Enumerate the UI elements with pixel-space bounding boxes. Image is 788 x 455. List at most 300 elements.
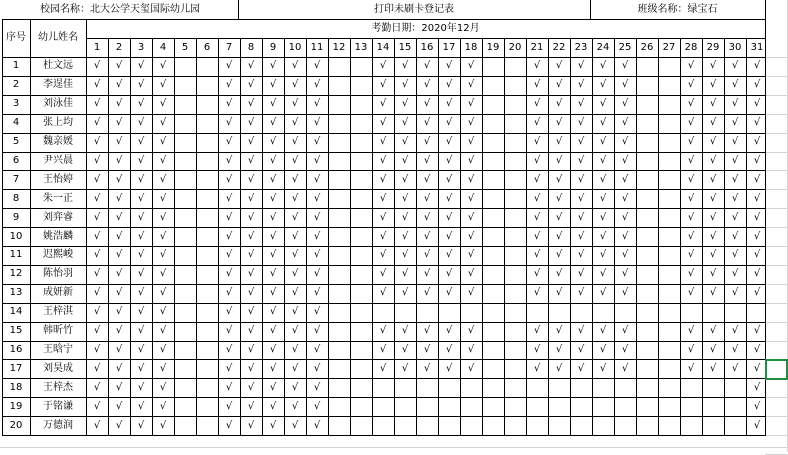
check-mark[interactable]: √ <box>159 325 167 337</box>
day-cell[interactable] <box>394 378 416 397</box>
day-cell[interactable] <box>570 303 592 322</box>
check-mark[interactable]: √ <box>445 211 453 223</box>
check-mark[interactable]: √ <box>291 419 299 431</box>
day-cell[interactable] <box>548 378 570 397</box>
check-mark[interactable]: √ <box>533 60 541 72</box>
day-cell[interactable] <box>636 284 658 303</box>
day-cell[interactable] <box>548 397 570 416</box>
check-mark[interactable]: √ <box>225 173 233 185</box>
day-cell[interactable] <box>350 76 372 95</box>
day-cell[interactable] <box>416 416 438 435</box>
day-cell[interactable] <box>482 341 504 360</box>
day-cell[interactable] <box>372 378 394 397</box>
check-mark[interactable]: √ <box>313 381 321 393</box>
day-cell[interactable] <box>526 378 548 397</box>
seq-cell[interactable]: 18 <box>9 381 23 393</box>
day-cell[interactable] <box>350 416 372 435</box>
day-cell[interactable] <box>350 208 372 227</box>
check-mark[interactable]: √ <box>533 98 541 110</box>
day-cell[interactable] <box>504 189 526 208</box>
check-mark[interactable]: √ <box>225 249 233 261</box>
day-cell[interactable] <box>504 341 526 360</box>
check-mark[interactable]: √ <box>115 60 123 72</box>
check-mark[interactable]: √ <box>313 249 321 261</box>
check-mark[interactable]: √ <box>731 343 739 355</box>
day-cell[interactable] <box>350 133 372 152</box>
check-mark[interactable]: √ <box>709 79 717 91</box>
check-mark[interactable]: √ <box>159 419 167 431</box>
day-cell[interactable] <box>196 189 218 208</box>
check-mark[interactable]: √ <box>555 211 563 223</box>
check-mark[interactable]: √ <box>621 98 629 110</box>
seq-cell[interactable]: 5 <box>12 136 20 148</box>
check-mark[interactable]: √ <box>313 173 321 185</box>
check-mark[interactable]: √ <box>225 230 233 242</box>
check-mark[interactable]: √ <box>137 381 145 393</box>
student-name[interactable]: 王梓杰 <box>43 381 73 393</box>
day-cell[interactable] <box>702 416 724 435</box>
check-mark[interactable]: √ <box>137 230 145 242</box>
check-mark[interactable]: √ <box>291 60 299 72</box>
check-mark[interactable]: √ <box>379 230 387 242</box>
day-cell[interactable] <box>196 397 218 416</box>
day-cell[interactable] <box>350 359 372 378</box>
day-cell[interactable] <box>504 378 526 397</box>
check-mark[interactable]: √ <box>313 211 321 223</box>
day-cell[interactable] <box>482 170 504 189</box>
check-mark[interactable]: √ <box>533 192 541 204</box>
check-mark[interactable]: √ <box>621 211 629 223</box>
check-mark[interactable]: √ <box>445 343 453 355</box>
day-cell[interactable] <box>174 322 196 341</box>
check-mark[interactable]: √ <box>753 192 761 204</box>
check-mark[interactable]: √ <box>423 173 431 185</box>
day-cell[interactable] <box>482 303 504 322</box>
seq-cell[interactable]: 4 <box>12 117 20 129</box>
day-cell[interactable] <box>328 57 350 76</box>
day-cell[interactable] <box>636 303 658 322</box>
student-name[interactable]: 陈怡羽 <box>43 268 73 280</box>
check-mark[interactable]: √ <box>225 136 233 148</box>
check-mark[interactable]: √ <box>599 287 607 299</box>
day-cell[interactable] <box>636 95 658 114</box>
check-mark[interactable]: √ <box>269 287 277 299</box>
day-cell[interactable] <box>636 152 658 171</box>
check-mark[interactable]: √ <box>313 192 321 204</box>
check-mark[interactable]: √ <box>137 154 145 166</box>
check-mark[interactable]: √ <box>731 211 739 223</box>
day-cell[interactable] <box>636 170 658 189</box>
check-mark[interactable]: √ <box>709 60 717 72</box>
student-name[interactable]: 韩昕竹 <box>43 325 73 337</box>
day-cell[interactable] <box>196 303 218 322</box>
check-mark[interactable]: √ <box>93 381 101 393</box>
check-mark[interactable]: √ <box>115 192 123 204</box>
check-mark[interactable]: √ <box>467 98 475 110</box>
seq-cell[interactable]: 14 <box>9 306 23 318</box>
check-mark[interactable]: √ <box>225 400 233 412</box>
check-mark[interactable]: √ <box>137 362 145 374</box>
day-cell[interactable] <box>460 416 482 435</box>
check-mark[interactable]: √ <box>313 117 321 129</box>
check-mark[interactable]: √ <box>731 98 739 110</box>
day-cell[interactable] <box>636 227 658 246</box>
check-mark[interactable]: √ <box>225 98 233 110</box>
check-mark[interactable]: √ <box>445 117 453 129</box>
day-cell[interactable] <box>328 114 350 133</box>
day-cell[interactable] <box>504 95 526 114</box>
check-mark[interactable]: √ <box>599 136 607 148</box>
check-mark[interactable]: √ <box>291 230 299 242</box>
day-cell[interactable] <box>482 114 504 133</box>
check-mark[interactable]: √ <box>753 287 761 299</box>
check-mark[interactable]: √ <box>313 287 321 299</box>
check-mark[interactable]: √ <box>291 400 299 412</box>
check-mark[interactable]: √ <box>401 79 409 91</box>
day-cell[interactable] <box>570 397 592 416</box>
check-mark[interactable]: √ <box>621 173 629 185</box>
check-mark[interactable]: √ <box>621 79 629 91</box>
day-cell[interactable] <box>196 265 218 284</box>
check-mark[interactable]: √ <box>159 117 167 129</box>
check-mark[interactable]: √ <box>687 173 695 185</box>
check-mark[interactable]: √ <box>115 306 123 318</box>
check-mark[interactable]: √ <box>247 98 255 110</box>
day-cell[interactable] <box>526 416 548 435</box>
check-mark[interactable]: √ <box>621 287 629 299</box>
check-mark[interactable]: √ <box>269 136 277 148</box>
check-mark[interactable]: √ <box>753 98 761 110</box>
day-cell[interactable] <box>328 284 350 303</box>
check-mark[interactable]: √ <box>115 268 123 280</box>
check-mark[interactable]: √ <box>93 154 101 166</box>
check-mark[interactable]: √ <box>379 60 387 72</box>
day-cell[interactable] <box>438 416 460 435</box>
day-cell[interactable] <box>196 378 218 397</box>
day-cell[interactable] <box>482 189 504 208</box>
check-mark[interactable]: √ <box>291 249 299 261</box>
check-mark[interactable]: √ <box>467 325 475 337</box>
check-mark[interactable]: √ <box>687 230 695 242</box>
check-mark[interactable]: √ <box>247 362 255 374</box>
check-mark[interactable]: √ <box>247 230 255 242</box>
check-mark[interactable]: √ <box>137 60 145 72</box>
check-mark[interactable]: √ <box>225 211 233 223</box>
check-mark[interactable]: √ <box>687 249 695 261</box>
day-cell[interactable] <box>350 341 372 360</box>
check-mark[interactable]: √ <box>533 268 541 280</box>
seq-cell[interactable]: 19 <box>9 400 23 412</box>
student-name[interactable]: 魏亲媛 <box>43 136 73 148</box>
check-mark[interactable]: √ <box>115 79 123 91</box>
seq-cell[interactable]: 17 <box>9 362 23 374</box>
check-mark[interactable]: √ <box>731 136 739 148</box>
day-cell[interactable] <box>614 378 636 397</box>
check-mark[interactable]: √ <box>467 60 475 72</box>
day-cell[interactable] <box>504 284 526 303</box>
check-mark[interactable]: √ <box>709 173 717 185</box>
check-mark[interactable]: √ <box>159 154 167 166</box>
day-cell[interactable] <box>328 359 350 378</box>
day-cell[interactable] <box>350 95 372 114</box>
day-cell[interactable] <box>482 397 504 416</box>
check-mark[interactable]: √ <box>93 343 101 355</box>
check-mark[interactable]: √ <box>93 60 101 72</box>
check-mark[interactable]: √ <box>533 173 541 185</box>
check-mark[interactable]: √ <box>247 211 255 223</box>
day-cell[interactable] <box>504 227 526 246</box>
check-mark[interactable]: √ <box>379 192 387 204</box>
day-cell[interactable] <box>504 359 526 378</box>
day-cell[interactable] <box>350 227 372 246</box>
check-mark[interactable]: √ <box>93 211 101 223</box>
day-cell[interactable] <box>680 303 702 322</box>
day-cell[interactable] <box>174 246 196 265</box>
check-mark[interactable]: √ <box>731 362 739 374</box>
check-mark[interactable]: √ <box>467 192 475 204</box>
check-mark[interactable]: √ <box>709 211 717 223</box>
check-mark[interactable]: √ <box>577 249 585 261</box>
check-mark[interactable]: √ <box>533 362 541 374</box>
day-cell[interactable] <box>592 303 614 322</box>
day-cell[interactable] <box>658 246 680 265</box>
check-mark[interactable]: √ <box>379 79 387 91</box>
check-mark[interactable]: √ <box>269 60 277 72</box>
check-mark[interactable]: √ <box>115 325 123 337</box>
check-mark[interactable]: √ <box>159 98 167 110</box>
check-mark[interactable]: √ <box>687 343 695 355</box>
check-mark[interactable]: √ <box>445 79 453 91</box>
check-mark[interactable]: √ <box>93 268 101 280</box>
day-cell[interactable] <box>196 284 218 303</box>
check-mark[interactable]: √ <box>313 98 321 110</box>
day-cell[interactable] <box>658 378 680 397</box>
check-mark[interactable]: √ <box>401 230 409 242</box>
check-mark[interactable]: √ <box>313 154 321 166</box>
day-cell[interactable] <box>636 114 658 133</box>
day-cell[interactable] <box>658 76 680 95</box>
check-mark[interactable]: √ <box>577 79 585 91</box>
check-mark[interactable]: √ <box>555 173 563 185</box>
day-cell[interactable] <box>328 265 350 284</box>
day-cell[interactable] <box>724 397 746 416</box>
day-cell[interactable] <box>328 416 350 435</box>
day-cell[interactable] <box>482 76 504 95</box>
day-cell[interactable] <box>680 416 702 435</box>
check-mark[interactable]: √ <box>445 192 453 204</box>
student-name[interactable]: 成妍新 <box>43 287 73 299</box>
check-mark[interactable]: √ <box>445 173 453 185</box>
check-mark[interactable]: √ <box>379 211 387 223</box>
check-mark[interactable]: √ <box>247 325 255 337</box>
check-mark[interactable]: √ <box>115 287 123 299</box>
day-cell[interactable] <box>350 303 372 322</box>
day-cell[interactable] <box>328 170 350 189</box>
day-cell[interactable] <box>328 397 350 416</box>
day-cell[interactable] <box>658 227 680 246</box>
check-mark[interactable]: √ <box>687 98 695 110</box>
check-mark[interactable]: √ <box>753 268 761 280</box>
day-cell[interactable] <box>658 416 680 435</box>
student-name[interactable]: 张上均 <box>43 117 73 129</box>
day-cell[interactable] <box>636 133 658 152</box>
check-mark[interactable]: √ <box>753 173 761 185</box>
check-mark[interactable]: √ <box>687 60 695 72</box>
check-mark[interactable]: √ <box>225 117 233 129</box>
check-mark[interactable]: √ <box>555 60 563 72</box>
day-cell[interactable] <box>658 341 680 360</box>
day-cell[interactable] <box>724 416 746 435</box>
day-cell[interactable] <box>658 397 680 416</box>
check-mark[interactable]: √ <box>137 419 145 431</box>
check-mark[interactable]: √ <box>269 98 277 110</box>
day-cell[interactable] <box>196 133 218 152</box>
check-mark[interactable]: √ <box>731 325 739 337</box>
check-mark[interactable]: √ <box>555 343 563 355</box>
day-cell[interactable] <box>328 378 350 397</box>
student-name[interactable]: 刘昊成 <box>43 362 73 374</box>
check-mark[interactable]: √ <box>137 79 145 91</box>
day-cell[interactable] <box>636 76 658 95</box>
check-mark[interactable]: √ <box>159 136 167 148</box>
check-mark[interactable]: √ <box>247 268 255 280</box>
check-mark[interactable]: √ <box>137 287 145 299</box>
day-cell[interactable] <box>460 397 482 416</box>
check-mark[interactable]: √ <box>445 230 453 242</box>
check-mark[interactable]: √ <box>621 325 629 337</box>
check-mark[interactable]: √ <box>93 287 101 299</box>
check-mark[interactable]: √ <box>533 287 541 299</box>
check-mark[interactable]: √ <box>313 268 321 280</box>
student-name[interactable]: 刘弈睿 <box>43 211 73 223</box>
day-cell[interactable] <box>658 57 680 76</box>
day-cell[interactable] <box>174 170 196 189</box>
check-mark[interactable]: √ <box>159 381 167 393</box>
day-cell[interactable] <box>174 265 196 284</box>
check-mark[interactable]: √ <box>137 117 145 129</box>
check-mark[interactable]: √ <box>445 268 453 280</box>
day-cell[interactable] <box>482 95 504 114</box>
day-cell[interactable] <box>328 133 350 152</box>
day-cell[interactable] <box>658 284 680 303</box>
day-cell[interactable] <box>196 57 218 76</box>
check-mark[interactable]: √ <box>159 211 167 223</box>
check-mark[interactable]: √ <box>269 117 277 129</box>
check-mark[interactable]: √ <box>423 249 431 261</box>
day-cell[interactable] <box>636 208 658 227</box>
check-mark[interactable]: √ <box>467 154 475 166</box>
day-cell[interactable] <box>174 114 196 133</box>
check-mark[interactable]: √ <box>687 287 695 299</box>
day-cell[interactable] <box>174 378 196 397</box>
check-mark[interactable]: √ <box>137 211 145 223</box>
check-mark[interactable]: √ <box>731 268 739 280</box>
day-cell[interactable] <box>658 265 680 284</box>
day-cell[interactable] <box>174 397 196 416</box>
day-cell[interactable] <box>482 284 504 303</box>
day-cell[interactable] <box>636 341 658 360</box>
check-mark[interactable]: √ <box>533 211 541 223</box>
day-cell[interactable] <box>658 95 680 114</box>
check-mark[interactable]: √ <box>753 154 761 166</box>
check-mark[interactable]: √ <box>379 287 387 299</box>
day-cell[interactable] <box>482 208 504 227</box>
day-cell[interactable] <box>658 359 680 378</box>
seq-cell[interactable]: 15 <box>9 325 23 337</box>
check-mark[interactable]: √ <box>137 268 145 280</box>
check-mark[interactable]: √ <box>423 79 431 91</box>
student-name[interactable]: 姚浩麟 <box>43 230 73 242</box>
day-cell[interactable] <box>350 378 372 397</box>
check-mark[interactable]: √ <box>225 343 233 355</box>
check-mark[interactable]: √ <box>577 362 585 374</box>
check-mark[interactable]: √ <box>445 98 453 110</box>
check-mark[interactable]: √ <box>93 117 101 129</box>
check-mark[interactable]: √ <box>599 60 607 72</box>
seq-cell[interactable]: 16 <box>9 343 23 355</box>
check-mark[interactable]: √ <box>379 117 387 129</box>
day-cell[interactable] <box>504 265 526 284</box>
check-mark[interactable]: √ <box>445 154 453 166</box>
check-mark[interactable]: √ <box>599 192 607 204</box>
check-mark[interactable]: √ <box>401 192 409 204</box>
check-mark[interactable]: √ <box>401 268 409 280</box>
check-mark[interactable]: √ <box>269 230 277 242</box>
check-mark[interactable]: √ <box>731 173 739 185</box>
day-cell[interactable] <box>658 303 680 322</box>
day-cell[interactable] <box>416 378 438 397</box>
check-mark[interactable]: √ <box>159 173 167 185</box>
check-mark[interactable]: √ <box>577 343 585 355</box>
seq-cell[interactable]: 7 <box>12 173 20 185</box>
day-cell[interactable] <box>328 227 350 246</box>
check-mark[interactable]: √ <box>555 287 563 299</box>
day-cell[interactable] <box>174 359 196 378</box>
check-mark[interactable]: √ <box>225 268 233 280</box>
check-mark[interactable]: √ <box>577 98 585 110</box>
check-mark[interactable]: √ <box>753 381 761 393</box>
day-cell[interactable] <box>196 322 218 341</box>
check-mark[interactable]: √ <box>555 154 563 166</box>
check-mark[interactable]: √ <box>291 362 299 374</box>
check-mark[interactable]: √ <box>467 362 475 374</box>
check-mark[interactable]: √ <box>313 306 321 318</box>
check-mark[interactable]: √ <box>93 230 101 242</box>
check-mark[interactable]: √ <box>313 230 321 242</box>
day-cell[interactable] <box>372 397 394 416</box>
check-mark[interactable]: √ <box>577 154 585 166</box>
check-mark[interactable]: √ <box>269 362 277 374</box>
day-cell[interactable] <box>394 397 416 416</box>
day-cell[interactable] <box>482 227 504 246</box>
day-cell[interactable] <box>350 284 372 303</box>
check-mark[interactable]: √ <box>753 343 761 355</box>
check-mark[interactable]: √ <box>291 381 299 393</box>
check-mark[interactable]: √ <box>93 306 101 318</box>
day-cell[interactable] <box>196 227 218 246</box>
day-cell[interactable] <box>504 246 526 265</box>
day-cell[interactable] <box>658 322 680 341</box>
check-mark[interactable]: √ <box>159 306 167 318</box>
check-mark[interactable]: √ <box>401 60 409 72</box>
check-mark[interactable]: √ <box>467 136 475 148</box>
seq-cell[interactable]: 10 <box>9 230 23 242</box>
check-mark[interactable]: √ <box>577 325 585 337</box>
day-cell[interactable] <box>614 416 636 435</box>
check-mark[interactable]: √ <box>269 173 277 185</box>
day-cell[interactable] <box>328 95 350 114</box>
check-mark[interactable]: √ <box>423 98 431 110</box>
